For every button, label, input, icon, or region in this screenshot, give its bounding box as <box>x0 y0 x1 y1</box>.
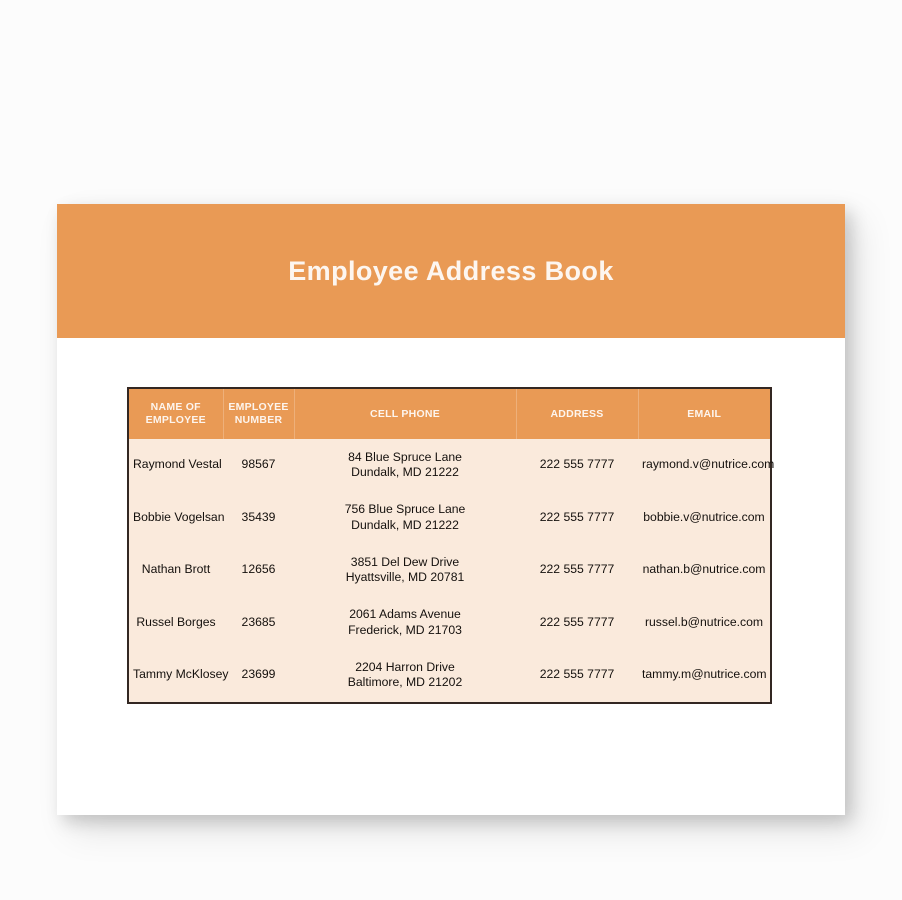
cell-email: russel.b@nutrice.com <box>644 614 764 629</box>
table-row <box>129 492 770 545</box>
cell-employee-name: Tammy McKlosey <box>133 667 229 682</box>
cell-employee-number: 98567 <box>241 457 276 472</box>
table-body <box>129 439 775 702</box>
cell-street-address <box>294 544 516 597</box>
table-row <box>129 439 770 492</box>
cell-employee-number: 23685 <box>241 614 276 629</box>
cell-employee-name: Bobbie Vogelsan <box>133 509 225 524</box>
address-line-1: 2204 Harron Drive <box>355 659 455 674</box>
column-header-line2: NUMBER <box>234 414 283 426</box>
table-header-row <box>129 389 770 439</box>
cell-phone-number: 222 555 7777 <box>539 457 615 472</box>
column-header-line1: EMAIL <box>687 407 722 420</box>
cell-street-address <box>294 597 516 650</box>
address-line-2: Hyattsville, MD 20781 <box>345 570 465 585</box>
column-header-name-of-employee <box>129 389 223 439</box>
cell-email: bobbie.v@nutrice.com <box>643 509 765 524</box>
cell-email: tammy.m@nutrice.com <box>642 667 767 682</box>
cell-employee-number: 35439 <box>241 509 276 524</box>
address-line-2: Baltimore, MD 21202 <box>347 675 463 690</box>
cell-phone-number: 222 555 7777 <box>539 509 615 524</box>
address-table <box>129 389 775 702</box>
column-header-line1: ADDRESS <box>550 407 604 420</box>
column-header-cell-phone <box>294 389 516 439</box>
address-line-2: Dundalk, MD 21222 <box>351 517 459 532</box>
cell-email: nathan.b@nutrice.com <box>642 562 766 577</box>
column-header-line2: EMPLOYEE <box>145 414 206 426</box>
cell-employee-name: Russel Borges <box>136 614 216 629</box>
address-line-1: 756 Blue Spruce Lane <box>344 502 466 517</box>
document-banner <box>57 204 845 338</box>
address-line-1: 84 Blue Spruce Lane <box>348 449 462 464</box>
column-header-line1: EMPLOYEE <box>228 401 289 414</box>
address-line-1: 3851 Del Dew Drive <box>350 554 460 569</box>
table-row <box>129 544 770 597</box>
table-row <box>129 597 770 650</box>
cell-phone-number: 222 555 7777 <box>539 614 615 629</box>
cell-street-address <box>294 492 516 545</box>
column-header-line1: CELL PHONE <box>370 407 440 420</box>
employee-address-table <box>127 387 775 704</box>
address-line-2: Frederick, MD 21703 <box>348 622 462 637</box>
column-header-line1: NAME OF <box>150 401 201 414</box>
table-row <box>129 649 770 702</box>
page-title: Employee Address Book <box>288 255 614 286</box>
document-page <box>57 204 845 815</box>
cell-phone-number: 222 555 7777 <box>539 667 615 682</box>
address-line-1: 2061 Adams Avenue <box>349 607 461 622</box>
table-header <box>129 389 770 439</box>
cell-employee-number: 23699 <box>241 667 276 682</box>
column-header-employee-number <box>223 389 294 439</box>
cell-email: raymond.v@nutrice.com <box>642 457 775 472</box>
column-header-email <box>638 389 770 439</box>
cell-employee-name: Nathan Brott <box>141 562 211 577</box>
cell-phone-number: 222 555 7777 <box>539 562 615 577</box>
cell-employee-name: Raymond Vestal <box>133 457 222 472</box>
address-line-2: Dundalk, MD 21222 <box>351 465 459 480</box>
cell-street-address <box>294 439 516 492</box>
cell-employee-number: 12656 <box>241 562 276 577</box>
column-header-address <box>516 389 638 439</box>
cell-street-address <box>294 649 516 702</box>
